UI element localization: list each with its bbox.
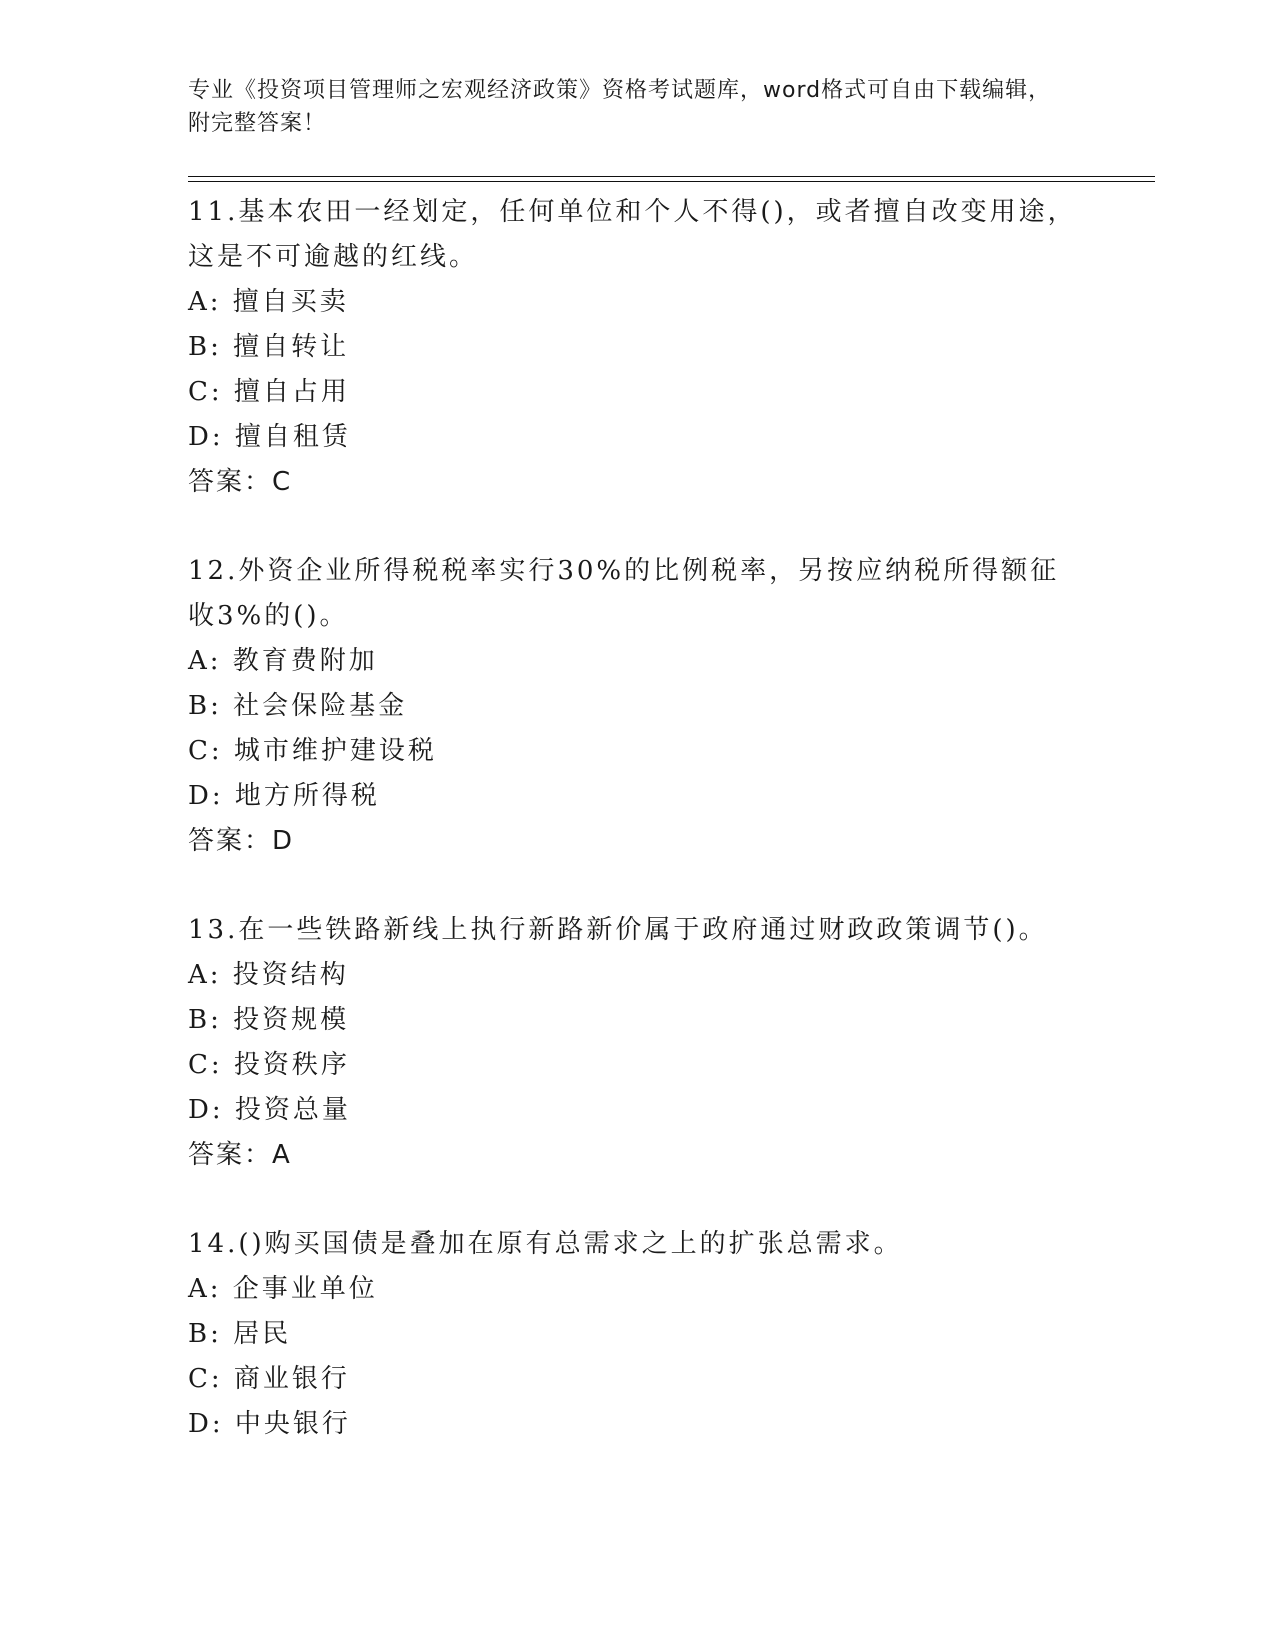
question-14 — [188, 1222, 1088, 1447]
question-stem: 14.()购买国债是叠加在原有总需求之上的扩张总需求。 — [188, 1229, 903, 1259]
option-c: C: 投资秩序 — [188, 1050, 350, 1080]
question-12 — [188, 549, 1088, 864]
option-d: D: 中央银行 — [188, 1409, 351, 1439]
option-b: B: 擅自转让 — [188, 332, 350, 362]
option-c: C: 商业银行 — [188, 1364, 350, 1394]
header-divider-top — [188, 176, 1155, 177]
answer-label: 答案：C — [188, 467, 293, 497]
option-a: A: 教育费附加 — [188, 646, 378, 676]
answer-label: 答案：D — [188, 826, 295, 856]
option-b: B: 投资规模 — [188, 1005, 350, 1035]
question-stem: 13.在一些铁路新线上执行新路新价属于政府通过财政政策调节()。 — [188, 915, 1048, 945]
option-d: D: 擅自租赁 — [188, 422, 351, 452]
option-a: A: 投资结构 — [188, 960, 349, 990]
option-b: B: 居民 — [188, 1319, 292, 1349]
option-d: D: 地方所得税 — [188, 781, 380, 811]
option-a: A: 擅自买卖 — [188, 287, 349, 317]
question-13 — [188, 908, 1088, 1178]
header-divider-bottom — [188, 181, 1155, 182]
question-stem: 12.外资企业所得税税率实行30%的比例税率，另按应纳税所得额征收3%的()。 — [188, 556, 1060, 631]
document-header: 专业《投资项目管理师之宏观经济政策》资格考试题库，word格式可自由下载编辑，附完整答案！ — [188, 78, 1052, 136]
answer-label: 答案：A — [188, 1140, 292, 1170]
option-c: C: 城市维护建设税 — [188, 736, 437, 766]
option-b: B: 社会保险基金 — [188, 691, 408, 721]
question-11 — [188, 190, 1088, 505]
option-a: A: 企事业单位 — [188, 1274, 378, 1304]
question-list — [188, 190, 1088, 1491]
option-c: C: 擅自占用 — [188, 377, 350, 407]
option-d: D: 投资总量 — [188, 1095, 351, 1125]
question-stem: 11.基本农田一经划定，任何单位和个人不得()，或者擅自改变用途，这是不可逾越的红线。 — [188, 197, 1077, 272]
